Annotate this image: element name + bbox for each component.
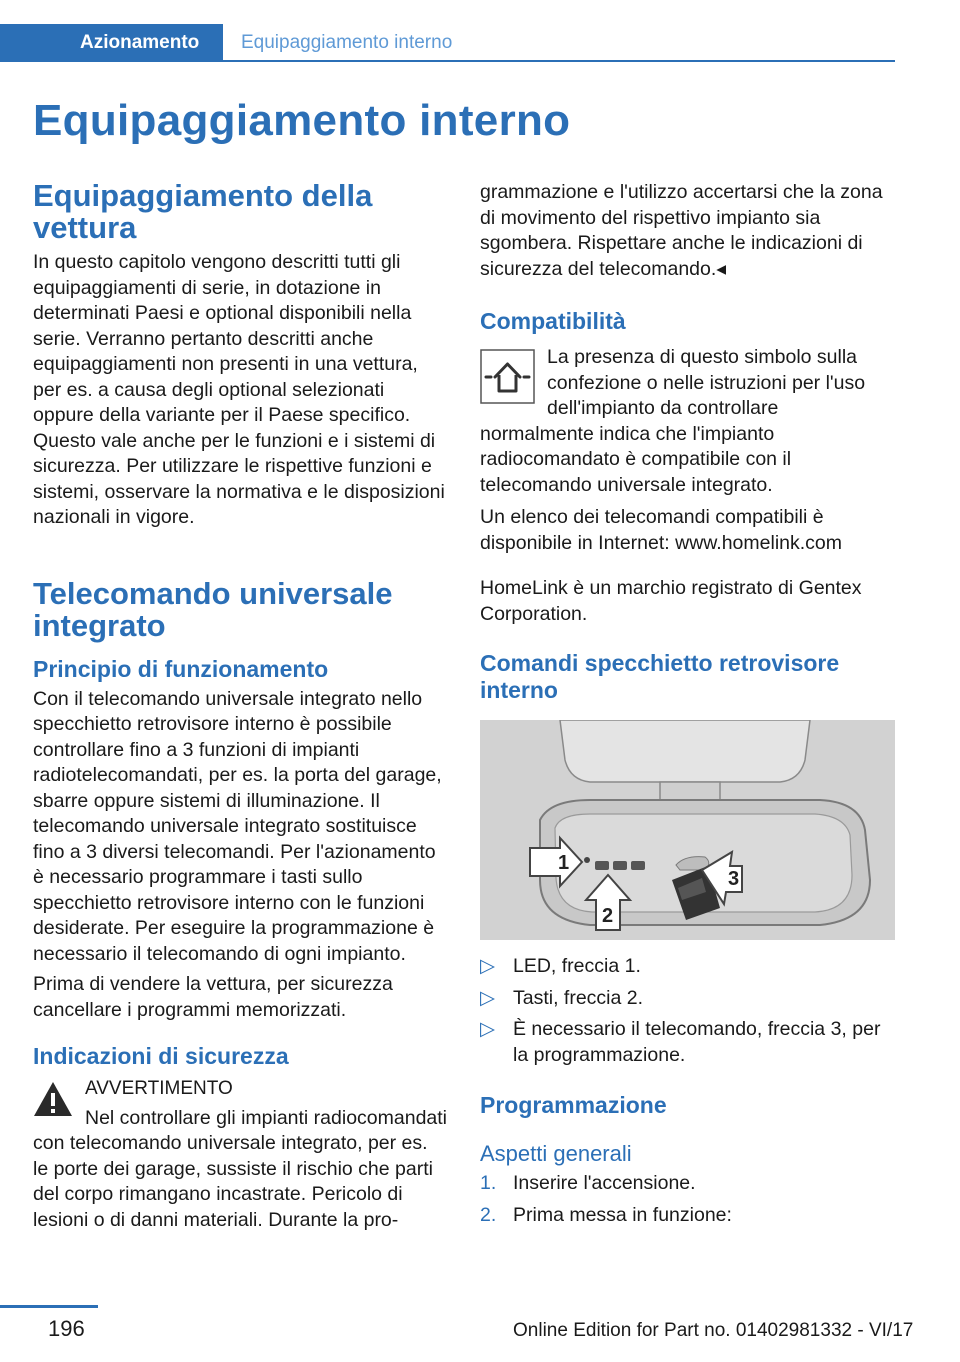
figure-label-3: 3 [728, 868, 740, 890]
warning-triangle-icon [33, 1081, 73, 1117]
left-column [33, 180, 448, 1233]
page-number: 196 [48, 1316, 85, 1341]
tab-equipaggiamento-interno[interactable]: Equipaggiamento interno [241, 32, 453, 53]
header-bar [0, 24, 895, 62]
list-item [480, 1203, 895, 1229]
heading-programmazione: Programmazione [480, 1092, 667, 1118]
warning-text: Nel controllare gli impianti radiocomandati con telecomando universale integrato, per es. le porte dei garage, sussiste il rischio che parti del corpo rimangano incastrate. Pericolo di lesioni o di danni materiali. Durante la pro- [33, 1106, 448, 1231]
heading-telecomando-universale: Telecomando universale integrato [33, 575, 393, 643]
heading-compatibilita: Compatibilità [480, 308, 626, 334]
list-item [480, 1171, 895, 1197]
paragraph-homelink: HomeLink è un marchio registrato di Gentex Corporation. [480, 577, 862, 625]
mirror-button-1 [595, 861, 609, 870]
figure-label-1: 1 [558, 852, 570, 874]
mirror-figure [480, 720, 895, 940]
mirror-button-2 [613, 861, 627, 870]
steps-list [480, 1171, 895, 1228]
bullet-marker: ▷ [480, 1018, 495, 1040]
right-column [480, 180, 895, 1228]
heading-principio-funzionamento: Principio di funzionamento [33, 655, 329, 682]
step-number: 1. [480, 1172, 497, 1194]
bullet-marker: ▷ [480, 955, 495, 977]
mirror-button-3 [631, 861, 645, 870]
edition-footer: Online Edition for Part no. 01402981332 - VI/17 [513, 1320, 914, 1341]
paragraph-compatibilita: La presenza di questo simbolo sulla confezione o nelle istruzioni per l'uso dell'impianto da controllare normalmente indica che l'impianto radiocomandato è compatibile con il telecomando universale integrato. [480, 346, 866, 496]
list-item-text: Tasti, freccia 2. [513, 986, 644, 1009]
led-dot [584, 857, 590, 863]
bullet-marker: ▷ [480, 986, 495, 1009]
heading-comandi-specchietto: Comandi specchietto retrovisore interno [480, 650, 840, 703]
warning-title: AVVERTIMENTO [85, 1078, 233, 1099]
paragraph-prima-vendere: Prima di vendere la vettura, per sicurezza cancellare i programmi memorizzati. [33, 973, 393, 1021]
footer-rule [0, 1305, 98, 1308]
list-item-text: È necessario il telecomando, freccia 3, per la programmazione. [513, 1018, 881, 1066]
paragraph-equipaggiamento: In questo capitolo vengono descritti tutti gli equipaggiamenti di serie, in dotazione in determinati Paesi e optional disponibili nella serie. Verranno pertanto descritti anche equipaggiamenti non presenti in una vettura, per es. a causa degli optional selezionati oppure della variante per il Paese specifico. Questo vale anche per le funzioni e i sistemi di sicurezza. Per utilizzare le rispettive funzioni e sistemi, osservare la normativa e le disposizioni nazionali in vigore. [33, 251, 445, 528]
paragraph-elenco: Un elenco dei telecomandi compatibili è disponibile in Internet: www.homelink.com [480, 506, 843, 554]
step-text: Inserire l'accensione. [513, 1172, 696, 1194]
paragraph-continuazione: grammazione e l'utilizzo accertarsi che la zona di movimento del rispettivo impianto sia sgombera. Rispettare anche le indicazioni di sicurezza del telecomando.◂ [480, 181, 883, 280]
list-item-text: LED, freccia 1. [513, 955, 641, 977]
feature-list [480, 954, 895, 1068]
figure-label-2: 2 [602, 905, 614, 927]
homelink-house-icon [480, 349, 535, 404]
list-item [480, 986, 895, 1012]
heading-aspetti-generali: Aspetti generali [480, 1141, 632, 1166]
heading-indicazioni-sicurezza: Indicazioni di sicurezza [33, 1043, 289, 1069]
list-item [480, 954, 895, 980]
paragraph-principio: Con il telecomando universale integrato nello specchietto retrovisore interno è possibile controllare fino a 3 funzioni di impianti radiotelecomandati, per es. la porta del garage, sbarre oppure sistemi di illuminazione. Il telecomando universale integrato sostituisce fino a 3 diversi telecomandi. Per l'azionamento è necessario programmare i tasti sullo specchietto retrovisore interno con le funzioni desiderate. Per eseguire la programmazione è necessario il telecomando di ogni impianto. [33, 687, 442, 965]
heading-equipaggiamento-vettura: Equipaggiamento della vettura [33, 178, 373, 245]
list-item [480, 1017, 895, 1068]
tab-azionamento[interactable]: Azionamento [0, 24, 223, 62]
mirror-illustration [480, 720, 895, 940]
warning-block [33, 1076, 448, 1233]
step-number: 2. [480, 1203, 497, 1226]
compat-block [480, 345, 895, 498]
page-title: Equipaggiamento interno [33, 96, 571, 145]
step-text: Prima messa in funzione: [513, 1203, 732, 1226]
